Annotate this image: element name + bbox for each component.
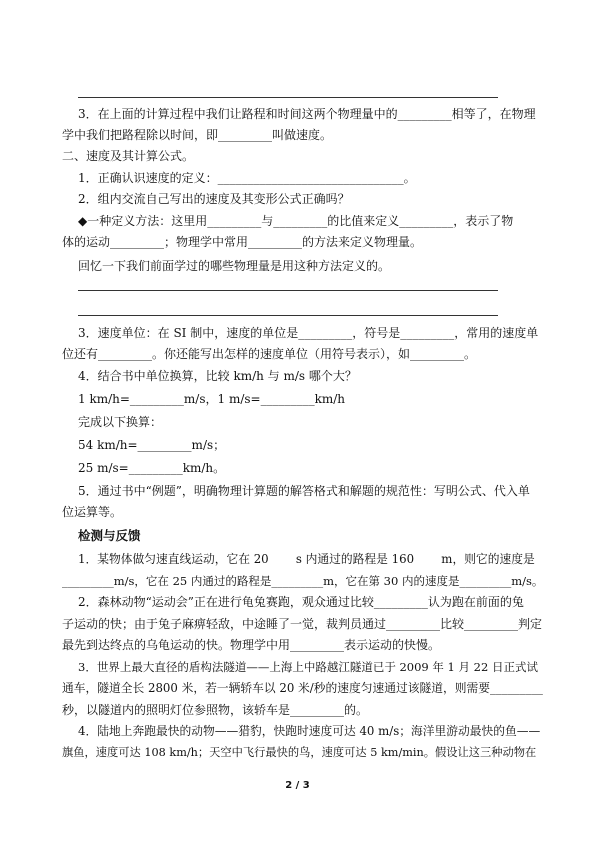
answer-line bbox=[78, 97, 498, 98]
question-2-text: 2．组内交流自己写出的速度及其变形公式正确吗？ bbox=[78, 192, 350, 206]
unit-conversion-line: 1 km/h=_________m/s，1 m/s=_________km/h bbox=[78, 392, 346, 406]
conversion-prompt: 完成以下换算： bbox=[78, 415, 163, 429]
feedback-q3-text-cont: 通车，隧道全长 2800 米，若一辆轿车以 20 米/秒的速度匀速通过该隧道，则需要_________ bbox=[62, 681, 543, 695]
conversion-exercise: 54 km/h=_________m/s； bbox=[78, 438, 226, 452]
recall-prompt: 回忆一下我们前面学过的哪些物理量是用这种方法定义的。 bbox=[78, 259, 391, 273]
conversion-exercise: 25 m/s=_________km/h。 bbox=[78, 461, 226, 475]
definition-method-text: ◆一种定义方法：这里用_________与_________的比值来定义_________，表示了物 bbox=[78, 214, 514, 228]
feedback-q3-text: 3．世界上最大直径的盾构法隧道——上海上中路越江隧道已于 2009 年 1 月 22 日正式试 bbox=[78, 660, 538, 674]
feedback-q4-text: 4．陆地上奔跑最快的动物——猎豹，快跑时速度可达 40 m/s；海洋里游动最快的鱼—— bbox=[78, 724, 541, 738]
definition-method-text-cont: 体的运动_________；物理学中常用_________的方法来定义物理量。 bbox=[62, 235, 423, 249]
answer-line bbox=[78, 290, 498, 291]
feedback-q4-text-cont: 旗鱼，速度可达 108 km/h；天空中飞行最快的鸟，速度可达 5 km/min。假设让这三种动物在 bbox=[62, 746, 537, 759]
feedback-q2-text-cont: 子运动的快；由于兔子麻痹轻敌，中途睡了一觉，裁判员通过_________比较_________判定 bbox=[62, 617, 543, 631]
speed-unit-text: 3．速度单位：在 SI 制中，速度的单位是_________，符号是_________，常用的速度单 bbox=[78, 326, 539, 340]
page-number: 2 / 3 bbox=[285, 780, 310, 791]
feedback-q2-text: 2．森林动物“运动会”正在进行龟兔赛跑，观众通过比较_________认为跑在前面的兔 bbox=[78, 595, 524, 609]
question-5-text: 5．通过书中“例题”，明确物理计算题的解答格式和解题的规范性：写明公式、代入单 bbox=[78, 484, 530, 498]
speed-unit-text-cont: 位还有_________。你还能写出怎样的速度单位（用符号表示），如_________。 bbox=[62, 347, 477, 361]
answer-line bbox=[78, 315, 498, 316]
question-5-text-cont: 位运算等。 bbox=[62, 505, 123, 519]
question-3-text-cont: 学中我们把路程除以时间，即_________叫做速度。 bbox=[62, 128, 333, 142]
feedback-heading: 检测与反馈 bbox=[78, 528, 141, 543]
feedback-q3-text-cont: 秒，以隧道内的照明灯位参照物，该轿车是_________的。 bbox=[62, 703, 369, 717]
feedback-q2-text-cont: 最先到达终点的乌龟运动的快。物理学中用_________表示运动的快慢。 bbox=[62, 638, 441, 652]
feedback-q1-text: 1．某物体做匀速直线运动，它在 20 s 内通过的路程是 160 m，则它的速度是 bbox=[78, 552, 535, 566]
feedback-q1-text-cont: _________m/s，它在 25 内通过的路程是_________m，它在第 30 内的速度是_________m/s。 bbox=[62, 574, 543, 588]
section-heading: 二、速度及其计算公式。 bbox=[62, 149, 195, 163]
question-1-text: 1．正确认识速度的定义：_______________________________。 bbox=[78, 171, 416, 185]
question-3-text: 3．在上面的计算过程中我们让路程和时间这两个物理量中的_________相等了，在物理 bbox=[78, 107, 536, 121]
question-4-text: 4．结合书中单位换算，比较 km/h 与 m/s 哪个大？ bbox=[78, 369, 357, 383]
